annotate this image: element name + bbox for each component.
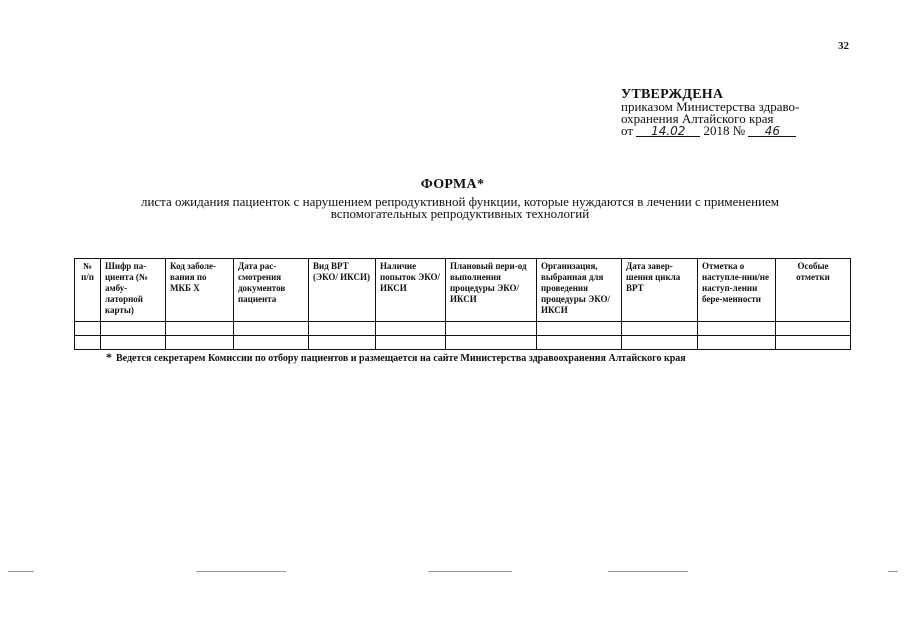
table-cell: [101, 336, 166, 350]
header-review-date: Дата рас-смотрения документов пациента: [234, 259, 309, 322]
approval-stamp: [621, 89, 871, 137]
order-year: 2018 №: [703, 123, 746, 138]
table-cell: [698, 336, 776, 350]
scan-mark: [8, 571, 34, 572]
header-art-type: Вид ВРТ (ЭКО/ ИКСИ): [309, 259, 376, 322]
header-pregnancy-mark: Отметка о наступле-нии/не наступ-лении бере-менности: [698, 259, 776, 322]
subtitle-line-2: вспомогательных репродуктивных технологий: [330, 206, 590, 221]
table-cell: [537, 322, 622, 336]
form-subtitle: [70, 196, 850, 220]
subtitle-line-1: листа ожидания пациенток с нарушением репродуктивной функции, которые нуждаются в лечении с применением: [140, 194, 780, 209]
form-title: ФОРМА*: [420, 177, 485, 192]
table-cell: [446, 336, 537, 350]
header-cycle-end-date: Дата завер-шения цикла ВРТ: [622, 259, 698, 322]
table-cell: [75, 322, 101, 336]
table-cell: [622, 322, 698, 336]
handwritten-order-number: 46: [748, 125, 796, 137]
waitlist-table: [74, 258, 851, 350]
table-header-row: [75, 259, 851, 322]
footnote-text: Ведется секретарем Комиссии по отбору пациентов и размещается на сайте Министерства здравоохранения Алтайского края: [116, 353, 686, 364]
scan-mark: [888, 571, 898, 572]
table-cell: [101, 322, 166, 336]
footnote: [106, 350, 686, 365]
table-cell: [446, 322, 537, 336]
approval-line-2: охранения Алтайского края: [621, 111, 774, 126]
table-cell: [75, 336, 101, 350]
table-cell: [776, 336, 851, 350]
approval-date-row: [621, 125, 871, 137]
footnote-star: *: [106, 350, 112, 364]
page-number: 32: [838, 40, 849, 52]
scan-mark: [428, 571, 512, 572]
table-cell: [234, 336, 309, 350]
header-number: № п/п: [75, 259, 101, 322]
table-cell: [309, 322, 376, 336]
header-patient-code: Шифр па-циента (№ амбу-латорной карты): [101, 259, 166, 322]
header-organization: Организация, выбранная для проведения процедуры ЭКО/ИКСИ: [537, 259, 622, 322]
table-cell: [166, 336, 234, 350]
header-ivf-attempts: Наличие попыток ЭКО/ ИКСИ: [376, 259, 446, 322]
table-cell: [537, 336, 622, 350]
approval-line-1: приказом Министерства здраво-: [621, 99, 800, 114]
table-cell: [166, 322, 234, 336]
header-planned-period: Плановый пери-од выполнения процедуры ЭКО/ ИКСИ: [446, 259, 537, 322]
table-cell: [698, 322, 776, 336]
table-cell: [376, 322, 446, 336]
table-cell: [776, 322, 851, 336]
header-icd-code: Код заболе-вания по МКБ X: [166, 259, 234, 322]
table-cell: [234, 322, 309, 336]
scan-mark: [196, 571, 286, 572]
table-cell: [622, 336, 698, 350]
header-special-notes: Особые отметки: [776, 259, 851, 322]
table-row: [75, 336, 851, 350]
handwritten-date: 14.02: [636, 125, 700, 137]
table-row: [75, 322, 851, 336]
approval-title: УТВЕРЖДЕНА: [621, 87, 724, 102]
table-cell: [309, 336, 376, 350]
scan-mark: [608, 571, 688, 572]
table-cell: [376, 336, 446, 350]
date-prefix: от: [621, 123, 634, 138]
